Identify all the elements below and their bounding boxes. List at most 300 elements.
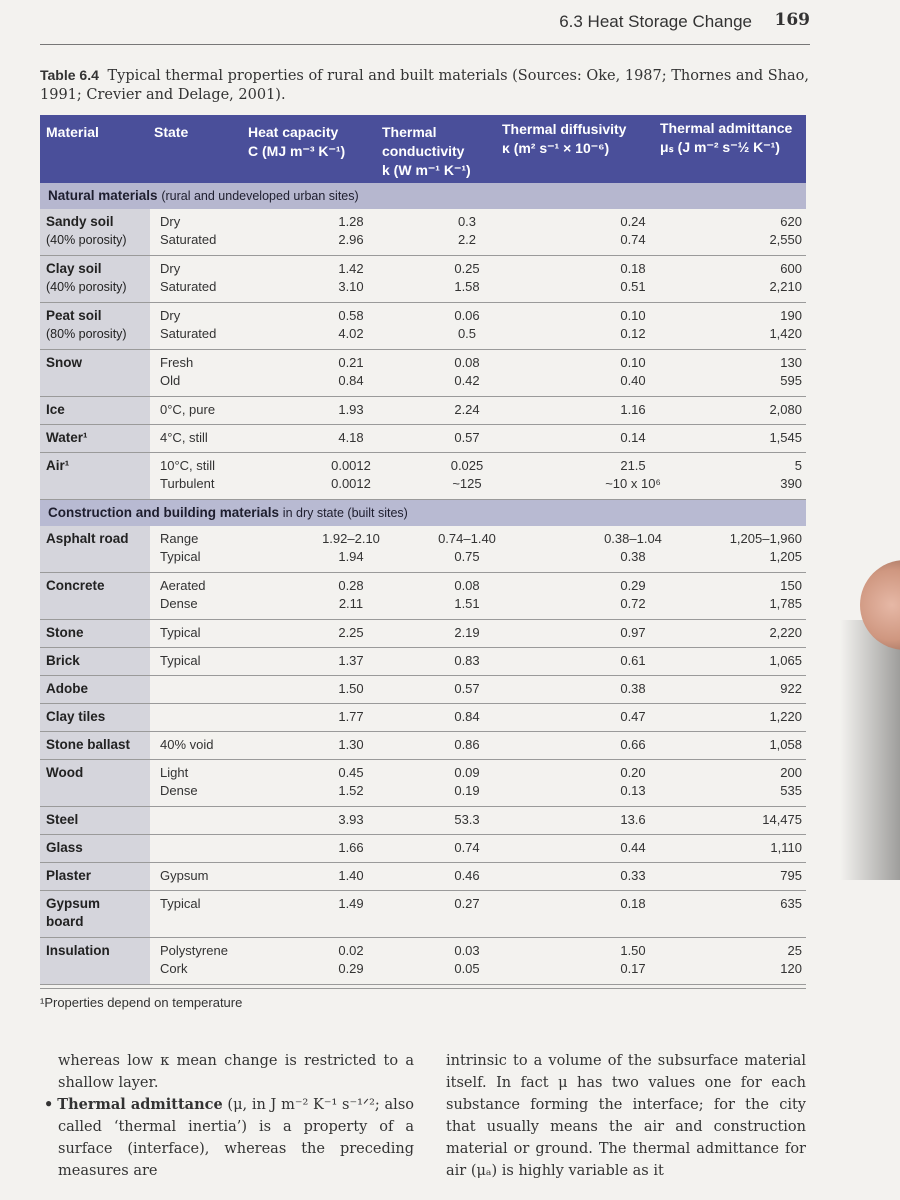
conductivity-value: 0.3 (457, 214, 477, 229)
heat-capacity-value: 2.11 (338, 596, 364, 611)
diffusivity-value: 0.10 (620, 308, 646, 323)
heat-capacity-value: 0.84 (338, 373, 364, 388)
table-row (40, 350, 806, 397)
conductivity-value: 0.42 (454, 373, 480, 388)
conductivity-value: 0.74 (454, 840, 480, 855)
state-cell (160, 354, 193, 390)
admittance-cell (762, 811, 802, 829)
state-value: Aerated (160, 578, 206, 593)
diffusivity-cell (588, 895, 678, 913)
conductivity-value: 0.57 (454, 681, 480, 696)
conductivity-value: 53.3 (454, 812, 480, 827)
admittance-cell (780, 867, 802, 885)
state-cell (160, 530, 200, 566)
conductivity-value: 0.05 (454, 961, 480, 976)
material-name (46, 708, 105, 726)
col-diff-line2: κ (m² s⁻¹ × 10⁻⁶) (502, 140, 610, 156)
state-value: Saturated (160, 232, 217, 247)
admittance-value: 1,220 (769, 709, 802, 724)
material-line2: (80% porosity) (46, 327, 127, 341)
admittance-value: 1,205 (769, 549, 802, 564)
conductivity-value: 0.57 (454, 430, 480, 445)
table-row (40, 526, 806, 573)
material-name (46, 942, 110, 960)
material-line1: Snow (46, 355, 82, 370)
state-value: Typical (160, 625, 201, 640)
section-natural-materials (40, 183, 806, 209)
conductivity-cell (432, 624, 502, 642)
conductivity-value: 0.025 (450, 458, 484, 473)
col-diffusivity (502, 120, 626, 158)
diffusivity-value: ~10 x 10⁶ (605, 476, 661, 491)
material-line1: Clay tiles (46, 709, 106, 724)
heat-capacity-value: 1.52 (338, 783, 364, 798)
material-name (46, 530, 129, 548)
diffusivity-value: 0.38 (620, 681, 646, 696)
admittance-value: 620 (780, 214, 802, 229)
diffusivity-cell (588, 811, 678, 829)
col-heat-line1: Heat capacity (248, 124, 339, 140)
state-cell (160, 764, 198, 800)
admittance-value: 130 (780, 355, 802, 370)
diffusivity-cell (588, 867, 678, 885)
conductivity-cell (432, 354, 502, 390)
material-line1: Sandy soil (46, 214, 114, 229)
diffusivity-value: 0.38–1.04 (604, 531, 662, 546)
table-row (40, 891, 806, 938)
state-cell (160, 652, 200, 670)
state-cell (160, 457, 215, 493)
material-line1: Brick (46, 653, 80, 668)
material-line1: Glass (46, 840, 83, 855)
admittance-cell (769, 429, 802, 447)
heat-capacity-cell (316, 577, 386, 613)
col-adm-line1: Thermal admittance (660, 120, 793, 136)
admittance-value: 595 (780, 373, 802, 388)
admittance-cell (769, 736, 802, 754)
conductivity-cell (432, 811, 502, 829)
heat-capacity-value: 1.30 (338, 737, 364, 752)
table-row (40, 760, 806, 807)
admittance-cell (769, 307, 802, 343)
heat-capacity-value: 0.0012 (331, 458, 371, 473)
state-value: Typical (160, 549, 201, 564)
material-line2: board (46, 914, 84, 929)
admittance-value: 1,058 (769, 737, 802, 752)
admittance-cell (769, 577, 802, 613)
heat-capacity-cell (316, 811, 386, 829)
diffusivity-value: 1.50 (620, 943, 646, 958)
heat-capacity-cell (316, 652, 386, 670)
state-value: Cork (160, 961, 188, 976)
diffusivity-cell (588, 577, 678, 613)
diffusivity-value: 0.40 (620, 373, 646, 388)
state-value: Polystyrene (160, 943, 228, 958)
heat-capacity-value: 0.45 (338, 765, 364, 780)
conductivity-value: 0.09 (454, 765, 480, 780)
col-material: Material (46, 124, 99, 140)
diffusivity-cell (588, 307, 678, 343)
admittance-cell (780, 942, 802, 978)
material-name (46, 577, 105, 595)
admittance-value: 635 (780, 896, 802, 911)
col-conductivity (382, 123, 471, 180)
heat-capacity-value: 0.58 (338, 308, 364, 323)
heat-capacity-cell (316, 429, 386, 447)
state-value: Light (160, 765, 189, 780)
material-line1: Insulation (46, 943, 110, 958)
admittance-cell (769, 624, 802, 642)
diffusivity-value: 0.20 (620, 765, 646, 780)
conductivity-cell (432, 839, 502, 857)
admittance-value: 535 (780, 783, 802, 798)
material-line1: Stone (46, 625, 84, 640)
col-heat-capacity (248, 123, 345, 161)
col-adm-line2: μₛ (J m⁻² s⁻½ K⁻¹) (660, 139, 780, 155)
conductivity-value: 0.86 (454, 737, 480, 752)
heat-capacity-value: 3.10 (338, 279, 364, 294)
heat-capacity-value: 1.77 (338, 709, 364, 724)
material-line1: Gypsum (46, 896, 101, 911)
natural-materials-body (40, 209, 806, 500)
admittance-value: 150 (780, 578, 802, 593)
conductivity-cell (432, 736, 502, 754)
material-name (46, 867, 91, 885)
heat-capacity-value: 1.37 (338, 653, 364, 668)
heat-capacity-value: 4.18 (338, 430, 364, 445)
conductivity-cell (432, 429, 502, 447)
material-name (46, 764, 83, 782)
diffusivity-cell (588, 736, 678, 754)
col-cond-line3: k (W m⁻¹ K⁻¹) (382, 162, 471, 178)
state-cell (160, 867, 208, 885)
diffusivity-value: 0.74 (620, 232, 646, 247)
conductivity-cell (432, 577, 502, 613)
heat-capacity-cell (316, 839, 386, 857)
admittance-cell (780, 895, 802, 913)
admittance-value: 1,065 (769, 653, 802, 668)
heat-capacity-value: 1.40 (338, 868, 364, 883)
section-title: Natural materials (48, 188, 158, 203)
conductivity-value: 0.83 (454, 653, 480, 668)
state-value: Saturated (160, 326, 217, 341)
material-name (46, 839, 83, 857)
material-name (46, 213, 127, 249)
material-line1: Air¹ (46, 458, 70, 473)
admittance-cell (769, 708, 802, 726)
conductivity-value: 2.19 (454, 625, 480, 640)
material-name (46, 429, 88, 447)
material-name (46, 811, 78, 829)
table-row (40, 676, 806, 704)
conductivity-cell (432, 764, 502, 800)
admittance-cell (730, 530, 802, 566)
state-value: 0°C, pure (160, 402, 216, 417)
conductivity-cell (432, 652, 502, 670)
material-line1: Steel (46, 812, 79, 827)
table-row (40, 620, 806, 648)
conductivity-value: 0.5 (457, 326, 477, 341)
section-title: Construction and building materials (48, 505, 280, 520)
built-materials-body (40, 526, 806, 985)
table-number: Table 6.4 (40, 67, 99, 83)
material-name (46, 260, 127, 296)
material-name (46, 401, 65, 419)
heat-capacity-value: 3.93 (338, 812, 364, 827)
state-value: Dense (160, 596, 198, 611)
conductivity-cell (432, 680, 502, 698)
conductivity-cell (432, 708, 502, 726)
material-line1: Clay soil (46, 261, 102, 276)
heat-capacity-value: 0.29 (338, 961, 364, 976)
conductivity-value: 1.51 (454, 596, 480, 611)
admittance-value: 600 (780, 261, 802, 276)
body-text-right: intrinsic to a volume of the subsurface material itself. In fact μ has two values one for each substance forming the interface; for the city that usually means the air and construction material or ground. The thermal admittance for air (μₐ) is highly variable as it (446, 1053, 806, 1179)
diffusivity-cell (588, 457, 678, 493)
table-row (40, 425, 806, 453)
body-text-left (44, 1050, 414, 1182)
admittance-cell (780, 764, 802, 800)
col-diff-line1: Thermal diffusivity (502, 121, 627, 137)
material-line1: Water¹ (46, 430, 88, 445)
state-value: 40% void (160, 737, 214, 752)
diffusivity-value: 0.13 (620, 783, 646, 798)
table-row (40, 209, 806, 256)
heat-capacity-cell (316, 942, 386, 978)
material-name (46, 307, 127, 343)
heat-capacity-value: 4.02 (338, 326, 364, 341)
table-row (40, 303, 806, 350)
state-value: Turbulent (160, 476, 215, 491)
heat-capacity-cell (316, 764, 386, 800)
heat-capacity-cell (316, 260, 386, 296)
heat-capacity-value: 1.49 (338, 896, 364, 911)
diffusivity-value: 0.24 (620, 214, 646, 229)
diffusivity-value: 1.16 (620, 402, 646, 417)
conductivity-value: 0.27 (454, 896, 480, 911)
diffusivity-value: 0.18 (620, 261, 646, 276)
material-name (46, 680, 88, 698)
heat-capacity-value: 1.92–2.10 (322, 531, 380, 546)
conductivity-value: 0.84 (454, 709, 480, 724)
diffusivity-value: 0.51 (620, 279, 646, 294)
diffusivity-cell (588, 708, 678, 726)
admittance-cell (769, 401, 802, 419)
admittance-cell (769, 652, 802, 670)
admittance-value: 2,220 (769, 625, 802, 640)
material-line1: Wood (46, 765, 84, 780)
diffusivity-cell (588, 401, 678, 419)
running-head: 6.3 Heat Storage Change (559, 12, 752, 31)
table-row (40, 938, 806, 985)
conductivity-cell (432, 530, 502, 566)
conductivity-value: 0.06 (454, 308, 480, 323)
state-value: Dense (160, 783, 198, 798)
heat-capacity-value: 0.02 (338, 943, 364, 958)
table-row (40, 256, 806, 303)
material-line1: Ice (46, 402, 65, 417)
heat-capacity-cell (316, 867, 386, 885)
diffusivity-cell (588, 839, 678, 857)
heat-capacity-value: 0.21 (338, 355, 364, 370)
state-value: Dry (160, 308, 181, 323)
conductivity-cell (432, 867, 502, 885)
admittance-value: 200 (780, 765, 802, 780)
table-row (40, 453, 806, 500)
heat-capacity-value: 0.28 (338, 578, 364, 593)
caption-text: Typical thermal properties of rural and built materials (Sources: Oke, 1987; Thornes and Shao, 1991; Crevier and Delage, 2001). (40, 68, 810, 103)
thermal-properties-table (40, 115, 806, 985)
diffusivity-cell (588, 652, 678, 670)
admittance-value: 1,110 (770, 840, 802, 855)
heat-capacity-value: 1.66 (338, 840, 364, 855)
state-value: Typical (160, 653, 201, 668)
material-name (46, 624, 84, 642)
material-line1: Asphalt road (46, 531, 129, 546)
state-value: Fresh (160, 355, 194, 370)
material-name (46, 652, 80, 670)
heat-capacity-value: 1.94 (338, 549, 364, 564)
admittance-value: 1,545 (769, 430, 802, 445)
bullet-item (44, 1094, 414, 1182)
admittance-value: 25 (787, 943, 802, 958)
state-value: Old (160, 373, 181, 388)
conductivity-value: 0.75 (454, 549, 480, 564)
admittance-value: 2,080 (769, 402, 802, 417)
heat-capacity-cell (316, 457, 386, 493)
material-line1: Concrete (46, 578, 105, 593)
conductivity-value: 0.03 (454, 943, 480, 958)
state-cell (160, 307, 216, 343)
col-cond-line1: Thermal (382, 124, 437, 140)
diffusivity-cell (588, 680, 678, 698)
admittance-value: 1,785 (769, 596, 802, 611)
state-cell (160, 213, 216, 249)
admittance-value: 14,475 (762, 812, 802, 827)
diffusivity-cell (588, 942, 678, 978)
section-note: in dry state (built sites) (282, 506, 408, 520)
material-name (46, 736, 130, 754)
conductivity-cell (432, 260, 502, 296)
diffusivity-value: 0.33 (620, 868, 646, 883)
state-value: 10°C, still (160, 458, 216, 473)
diffusivity-value: 0.18 (620, 896, 646, 911)
admittance-value: 5 (794, 458, 802, 473)
heat-capacity-value: 2.25 (338, 625, 364, 640)
table-row (40, 835, 806, 863)
state-value: Gypsum (160, 868, 209, 883)
diffusivity-value: 0.29 (620, 578, 646, 593)
conductivity-cell (432, 307, 502, 343)
state-cell (160, 942, 228, 978)
admittance-value: 190 (780, 308, 802, 323)
table-row (40, 573, 806, 620)
heat-capacity-value: 1.42 (338, 261, 364, 276)
conductivity-value: 0.19 (454, 783, 480, 798)
body-paragraph: (μ, in J m⁻² K⁻¹ s⁻¹ᐟ²; also called ‘thermal inertia’) is a property of a surface (interface), whereas the preceding measures are (58, 1097, 414, 1179)
diffusivity-value: 0.17 (620, 961, 646, 976)
material-line1: Adobe (46, 681, 88, 696)
state-cell (160, 577, 206, 613)
admittance-value: 120 (780, 961, 802, 976)
diffusivity-value: 0.14 (620, 430, 646, 445)
heat-capacity-value: 1.28 (338, 214, 364, 229)
admittance-cell (769, 260, 802, 296)
heat-capacity-cell (316, 213, 386, 249)
page-header (40, 10, 810, 45)
table-row (40, 807, 806, 835)
diffusivity-value: 0.72 (620, 596, 646, 611)
admittance-cell (769, 213, 802, 249)
section-built-materials (40, 500, 806, 526)
diffusivity-value: 0.66 (620, 737, 646, 752)
material-line1: Peat soil (46, 308, 102, 323)
table-row (40, 648, 806, 676)
state-cell (160, 401, 215, 419)
conductivity-value: 0.74–1.40 (438, 531, 496, 546)
heat-capacity-cell (316, 624, 386, 642)
conductivity-value: 0.08 (454, 578, 480, 593)
state-value: Typical (160, 896, 201, 911)
material-line2: (40% porosity) (46, 233, 127, 247)
conductivity-value: 0.25 (454, 261, 480, 276)
col-cond-line2: conductivity (382, 143, 465, 159)
heat-capacity-cell (316, 680, 386, 698)
heat-capacity-value: 2.96 (338, 232, 364, 247)
diffusivity-cell (588, 260, 678, 296)
conductivity-value: 0.08 (454, 355, 480, 370)
state-cell (160, 260, 216, 296)
heat-capacity-cell (316, 736, 386, 754)
heat-capacity-cell (316, 401, 386, 419)
admittance-cell (780, 457, 802, 493)
diffusivity-value: 0.38 (620, 549, 646, 564)
material-line2: (40% porosity) (46, 280, 127, 294)
admittance-cell (770, 839, 802, 857)
conductivity-cell (432, 895, 502, 913)
state-value: 4°C, still (160, 430, 208, 445)
state-value: Saturated (160, 279, 217, 294)
diffusivity-cell (588, 429, 678, 447)
diffusivity-cell (588, 624, 678, 642)
table-row (40, 863, 806, 891)
diffusivity-value: 0.12 (620, 326, 646, 341)
material-line1: Stone ballast (46, 737, 131, 752)
heat-capacity-cell (316, 895, 386, 913)
conductivity-value: 0.46 (454, 868, 480, 883)
page-number: 169 (774, 10, 810, 30)
heat-capacity-value: 0.0012 (331, 476, 371, 491)
conductivity-value: 2.2 (457, 232, 477, 247)
admittance-value: 1,420 (769, 326, 802, 341)
term-bold: Thermal admittance (57, 1096, 223, 1113)
admittance-value: 2,210 (769, 279, 802, 294)
body-paragraph: whereas low κ mean change is restricted to a shallow layer. (58, 1053, 414, 1091)
state-cell (160, 895, 200, 913)
heat-capacity-value: 1.93 (338, 402, 364, 417)
heat-capacity-cell (316, 307, 386, 343)
diffusivity-cell (588, 213, 678, 249)
admittance-value: 390 (780, 476, 802, 491)
conductivity-value: ~125 (452, 476, 482, 491)
table-row (40, 397, 806, 425)
admittance-value: 922 (780, 681, 802, 696)
state-cell (160, 429, 208, 447)
diffusivity-value: 13.6 (620, 812, 646, 827)
col-heat-line2: C (MJ m⁻³ K⁻¹) (248, 143, 346, 159)
conductivity-cell (432, 942, 502, 978)
diffusivity-cell (588, 764, 678, 800)
